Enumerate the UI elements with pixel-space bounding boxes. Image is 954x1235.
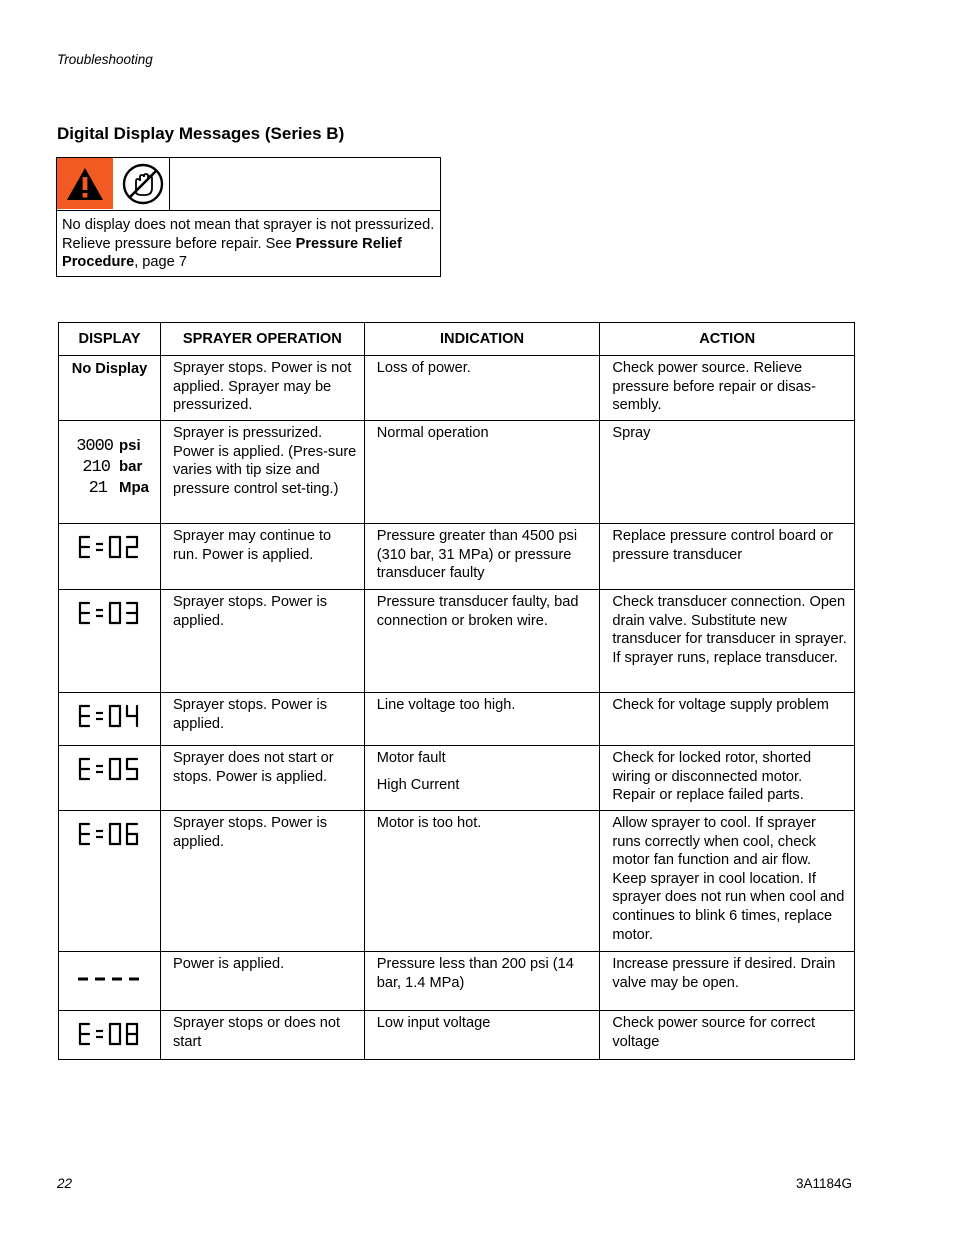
readout-value-bar: 210	[82, 458, 111, 477]
operation-cell: Power is applied.	[160, 952, 364, 1011]
readout-line-1	[77, 437, 142, 456]
action-cell: Replace pressure control board or pressure transducer	[600, 524, 855, 590]
readout-unit-mpa: Mpa	[119, 479, 150, 496]
page-number: 22	[57, 1176, 73, 1191]
operation-cell: Sprayer stops. Power is applied.	[160, 811, 364, 952]
action-cell: Allow sprayer to cool. If sprayer runs correctly when cool, check motor fan function and air flow. Keep sprayer in cool location. If sprayer does not run when cool and continues to blink 6 times, replace motor.	[600, 811, 855, 952]
operation-cell: Sprayer stops or does not start	[160, 1011, 364, 1060]
operation-cell: Sprayer is pressurized. Power is applied. (Pres-sure varies with tip size and pressure control set-ting.)	[160, 421, 364, 524]
display-text: No Display	[71, 361, 148, 377]
readout-line-3	[89, 479, 150, 498]
action-cell: Spray	[600, 421, 855, 524]
table-row	[59, 524, 855, 590]
readout-unit-bar: bar	[119, 458, 143, 475]
icon-separator	[169, 158, 170, 210]
display-cell	[59, 693, 161, 746]
operation-cell: Sprayer stops. Power is applied.	[160, 693, 364, 746]
action-cell: Increase pressure if desired. Drain valve may be open.	[600, 952, 855, 1011]
action-cell: Check power source. Relieve pressure before repair or disas-sembly.	[600, 356, 855, 421]
header-action: ACTION	[600, 323, 855, 356]
display-cell	[59, 421, 161, 524]
display-cell	[59, 746, 161, 811]
section-title: Digital Display Messages (Series B)	[57, 124, 345, 143]
indication-cell: Line voltage too high.	[364, 693, 600, 746]
indication-cell: Low input voltage	[364, 1011, 600, 1060]
warning-text-main: No display does not mean that sprayer is not pressurized. Relieve pressure before repair. See	[62, 217, 435, 252]
dashes-display	[74, 961, 144, 991]
indication-cell: Pressure transducer faulty, bad connection or broken wire.	[364, 590, 600, 693]
display-cell	[59, 952, 161, 1011]
header-display: DISPLAY	[59, 323, 161, 356]
running-head: Troubleshooting	[57, 52, 153, 67]
error-code-display	[74, 1020, 144, 1050]
no-hand-icon	[121, 163, 165, 210]
display-cell	[59, 590, 161, 693]
error-code-display	[74, 702, 144, 732]
table-header-row	[59, 323, 855, 356]
table-row	[59, 356, 855, 421]
indication-cell: Pressure greater than 4500 psi (310 bar, 31 MPa) or pressure transducer faulty	[364, 524, 600, 590]
action-cell: Check power source for correct voltage	[600, 1011, 855, 1060]
readout-value-mpa: 21	[89, 479, 108, 498]
operation-cell: Sprayer stops. Power is not applied. Sprayer may be pressurized.	[160, 356, 364, 421]
display-cell	[59, 524, 161, 590]
table-row	[59, 693, 855, 746]
table-row	[59, 1011, 855, 1060]
warning-triangle-icon	[57, 158, 113, 209]
warning-text-tail: , page 7	[134, 254, 187, 270]
table-row	[59, 811, 855, 952]
indication-cell: Motor is too hot.	[364, 811, 600, 952]
indication-gap	[377, 768, 594, 776]
header-sprayer-operation: SPRAYER OPERATION	[160, 323, 364, 356]
warning-box	[56, 157, 441, 277]
operation-cell: Sprayer does not start or stops. Power is applied.	[160, 746, 364, 811]
operation-cell: Sprayer may continue to run. Power is applied.	[160, 524, 364, 590]
error-code-display	[74, 755, 144, 785]
readout-line-2	[83, 458, 143, 477]
error-code-display	[74, 533, 144, 563]
document-number: 3A1184G	[796, 1176, 853, 1191]
indication-line: High Current	[376, 776, 460, 793]
indication-cell: Pressure less than 200 psi (14 bar, 1.4 MPa)	[364, 952, 600, 1011]
indication-cell: Loss of power.	[364, 356, 600, 421]
readout-value-psi: 3000	[76, 437, 114, 456]
table-row	[59, 421, 855, 524]
table-row	[59, 746, 855, 811]
action-cell: Check transducer connection. Open drain valve. Substitute new transducer for transducer in sprayer. If sprayer runs, replace transducer.	[600, 590, 855, 693]
display-cell	[59, 811, 161, 952]
display-messages-table	[58, 322, 855, 1060]
table-row	[59, 590, 855, 693]
action-cell: Check for locked rotor, shorted wiring or disconnected motor. Repair or replace failed parts.	[600, 746, 855, 811]
action-cell: Check for voltage supply problem	[600, 693, 855, 746]
operation-cell: Sprayer stops. Power is applied.	[160, 590, 364, 693]
indication-cell: Normal operation	[364, 421, 600, 524]
table-row	[59, 952, 855, 1011]
display-cell	[59, 356, 161, 421]
header-indication: INDICATION	[364, 323, 600, 356]
readout-unit-psi: psi	[119, 437, 142, 454]
error-code-display	[74, 820, 144, 850]
pressure-readout-display	[65, 432, 153, 502]
display-cell	[59, 1011, 161, 1060]
indication-line: Motor fault	[376, 750, 446, 766]
error-code-display	[74, 599, 144, 629]
warning-text-bold: Pressure Relief Procedure	[62, 235, 402, 270]
warning-icons	[57, 158, 440, 211]
indication-cell	[364, 746, 600, 811]
warning-text	[57, 211, 440, 272]
